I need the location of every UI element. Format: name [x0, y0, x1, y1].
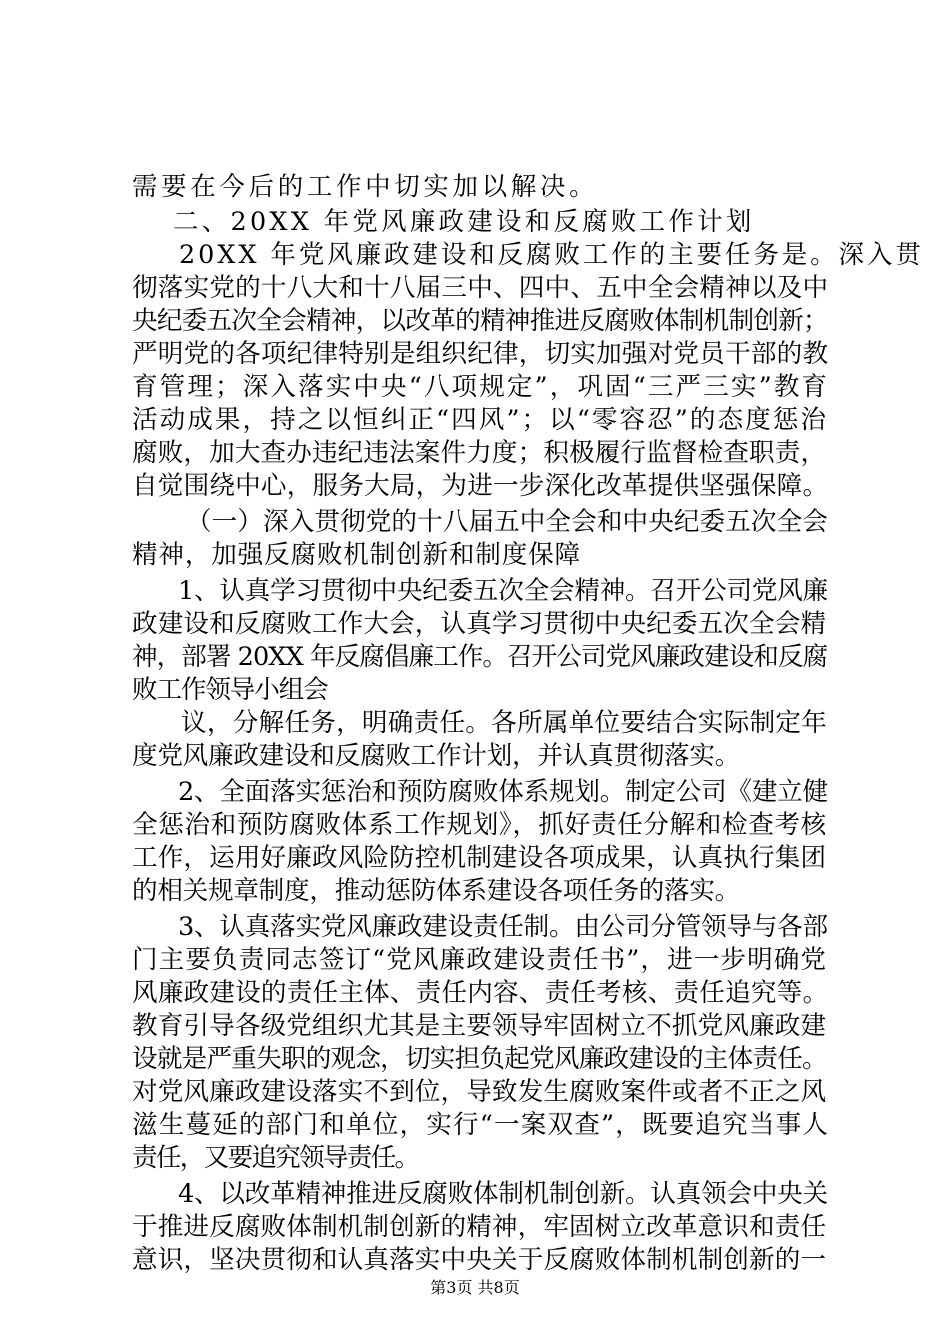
text-line: 度党风廉政建设和反腐败工作计划，并认真贯彻落实。: [132, 741, 740, 771]
text-line: 央纪委五次全会精神，以改革的精神推进反腐败体制机制创新；: [132, 306, 828, 336]
text-line: 需要在今后的工作中切实加以解决。: [132, 172, 599, 202]
text-line: 神，部署 20XX 年反腐倡廉工作。召开公司党风廉政建设和反腐: [132, 642, 828, 672]
text-line: 门主要负责同志签订“党风廉政建设责任书”，进一步明确党: [132, 945, 828, 975]
text-line: 全惩治和预防腐败体系工作规划》，抓好责任分解和检查考核: [132, 810, 827, 840]
text-line: 2、全面落实惩治和预防腐败体系规划。制定公司《建立健: [178, 777, 828, 807]
text-line: 责任，又要追究领导责任。: [132, 1143, 419, 1173]
text-line: 4、以改革精神推进反腐败体制机制创新。认真领会中央关: [178, 1179, 828, 1209]
text-line: 风廉政建设的责任主体、责任内容、责任考核、责任追究等。: [132, 978, 829, 1008]
text-line: 的相关规章制度，推动惩防体系建设各项任务的落实。: [132, 876, 740, 906]
text-line: 工作，运用好廉政风险防控机制建设各项成果，认真执行集团: [132, 843, 827, 873]
text-line: 滋生蔓延的部门和单位，实行“一案双查”，既要追究当事人: [132, 1110, 830, 1140]
text-line: 3、认真落实党风廉政建设责任制。由公司分管领导与各部: [178, 912, 828, 942]
text-line: 于推进反腐败体制机制创新的精神，牢固树立改革意识和责任: [132, 1212, 827, 1242]
text-line: 自觉围绕中心，服务大局，为进一步深化改革提供坚强保障。: [132, 471, 829, 501]
text-line: 议，分解任务，明确责任。各所属单位要结合实际制定年: [181, 708, 828, 738]
text-line: （一）深入贯彻党的十八届五中全会和中央纪委五次全会: [186, 507, 828, 537]
page-footer: 第3页 共8页: [430, 1278, 520, 1297]
text-line: 对党风廉政建设落实不到位，导致发生腐败案件或者不正之风: [132, 1077, 827, 1107]
text-line: 活动成果，持之以恒纠正“四风”；以“零容忍”的态度惩治: [132, 405, 829, 435]
text-line: 败工作领导小组会: [132, 675, 328, 705]
text-line: 意识，坚决贯彻和认真落实中央关于反腐败体制机制创新的一: [132, 1245, 827, 1275]
text-line: 二、20XX 年党风廉政建设和反腐败工作计划: [173, 207, 755, 237]
text-line: 政建设和反腐败工作大会，认真学习贯彻中央纪委五次全会精: [132, 609, 827, 639]
text-line: 严明党的各项纪律特别是组织纪律，切实加强对党员干部的教: [132, 339, 829, 369]
text-line: 教育引导各级党组织尤其是主要领导牢固树立不抓党风廉政建: [132, 1011, 827, 1041]
text-line: 1、认真学习贯彻中央纪委五次全会精神。召开公司党风廉: [178, 576, 828, 606]
text-line: 彻落实党的十八大和十八届三中、四中、五中全会精神以及中: [132, 273, 829, 303]
text-line: 20XX 年党风廉政建设和反腐败工作的主要任务是。深入贯: [179, 240, 924, 270]
text-line: 设就是严重失职的观念，切实担负起党风廉政建设的主体责任。: [132, 1044, 827, 1074]
text-line: 精神，加强反腐败机制创新和制度保障: [132, 540, 581, 570]
text-line: 育管理；深入落实中央“八项规定”，巩固“三严三实”教育: [132, 372, 830, 402]
text-line: 腐败，加大查办违纪违法案件力度；积极履行监督检查职责，: [132, 438, 827, 468]
